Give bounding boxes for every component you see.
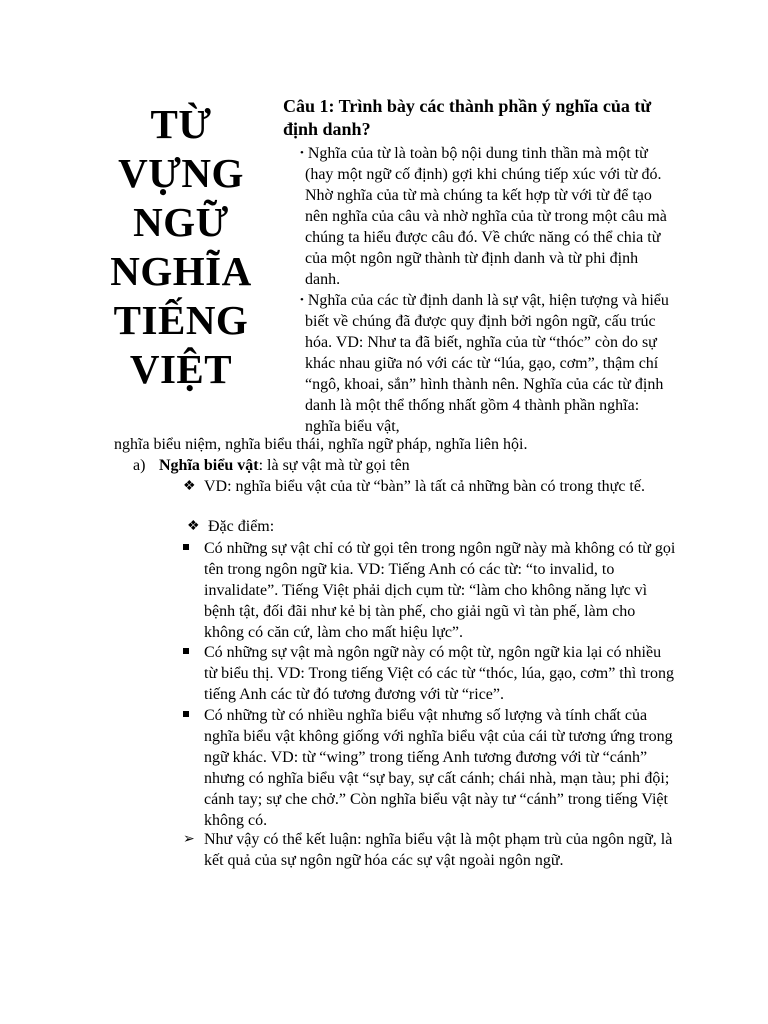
document-title (86, 100, 276, 394)
title-line: TỪ (150, 101, 212, 147)
section-definition: : là sự vật mà từ gọi tên (258, 457, 410, 474)
title-line: TIẾNG (113, 297, 249, 343)
intro-paragraph-1 (300, 143, 677, 290)
square-bullet-icon (183, 711, 189, 717)
features-label: Đặc điểm: (208, 518, 275, 535)
feature-item: Có những sự vật mà ngôn ngữ này có một từ, ngôn ngữ kia lại có nhiều từ biểu thị. VD: Trong tiếng Việt có các từ “thóc, lúa, gạo, cơm” thì trong tiếng Anh các từ đó tương đương với từ “rice”. (204, 644, 674, 703)
bullet-icon: • (300, 294, 304, 306)
bullet-icon: • (300, 147, 304, 159)
conclusion-text: Như vậy có thể kết luận: nghĩa biểu vật là một phạm trù của ngôn ngữ, là kết quả của sự ngôn ngữ hóa các sự vật ngoài ngôn ngữ. (204, 831, 673, 869)
example-text: VD: nghĩa biểu vật của từ “bàn” là tất cả những bàn có trong thực tế. (204, 478, 645, 495)
feature-item: Có những từ có nhiều nghĩa biểu vật nhưng số lượng và tính chất của nghĩa biểu vật không giống với nghĩa biểu vật của cái từ tương ứng trong ngữ khác. VD: từ “wing” trong tiếng Anh tương đương với từ “cánh” nhưng có nghĩa biểu vật “sự bay, sự cất cánh; chái nhà, mạn tàu; phi đội; cánh tay; sự che chở.” Còn nghĩa biểu vật này tư “cánh” trong tiếng Việt không có. (204, 707, 673, 829)
title-line: NGHĨA (110, 248, 252, 294)
title-line: VỰNG (118, 150, 244, 196)
title-line: NGỮ (133, 199, 229, 245)
diamond-bullet-icon: ❖ (183, 479, 196, 494)
question-heading: Câu 1: Trình bày các thành phần ý nghĩa của từ định danh? (283, 96, 652, 139)
square-bullet-icon (183, 544, 189, 550)
intro-paragraph-2 (300, 290, 677, 437)
paragraph-text: Nghĩa của từ là toàn bộ nội dung tinh thần mà một từ (hay một ngữ cố định) gợi khi chúng tiếp xúc với từ đó. Nhờ nghĩa của từ mà chúng ta kết hợp từ với từ để tạo nên nghĩa của câu và nhờ nghĩa của từ trong một câu mà chúng ta hiểu được câu đó. Về chức năng có thể chia từ của một ngôn ngữ thành từ định danh và từ phi định danh. (305, 145, 667, 288)
list-label: a) (133, 457, 146, 474)
feature-item: Có những sự vật chỉ có từ gọi tên trong ngôn ngữ này mà không có từ gọi tên trong ngôn ngữ kia. VD: Tiếng Anh có các từ: “to invalid, to invalidate”. Tiếng Việt phải dịch cụm từ: “làm cho không năng lực vì bệnh tật, đối đãi như kẻ bị tàn phế, cho giải ngũ vì tàn phế, làm cho không có căn cứ, làm cho mất hiệu lực”. (204, 540, 676, 641)
arrow-bullet-icon: ➢ (183, 832, 195, 847)
section-term: Nghĩa biểu vật (159, 457, 259, 474)
square-bullet-icon (183, 648, 189, 654)
section-a-heading (133, 455, 410, 476)
intro-paragraph-2-tail: nghĩa biểu niệm, nghĩa biểu thái, nghĩa ngữ pháp, nghĩa liên hội. (114, 436, 528, 453)
title-line: VIỆT (129, 346, 233, 392)
diamond-bullet-icon: ❖ (187, 519, 200, 534)
paragraph-text: Nghĩa của các từ định danh là sự vật, hiện tượng và hiểu biết về chúng đã được quy định bởi ngôn ngữ, cấu trúc hóa. VD: Như ta đã biết, nghĩa của từ “thóc” còn do sự khác nhau giữa nó với các từ “lúa, gạo, cơm”, thậm chí “ngô, khoai, sắn” hình thành nên. Nghĩa của các từ định danh là một thể thống nhất gồm 4 thành phần nghĩa: nghĩa biểu vật, (305, 292, 669, 435)
intro-text (300, 143, 677, 437)
